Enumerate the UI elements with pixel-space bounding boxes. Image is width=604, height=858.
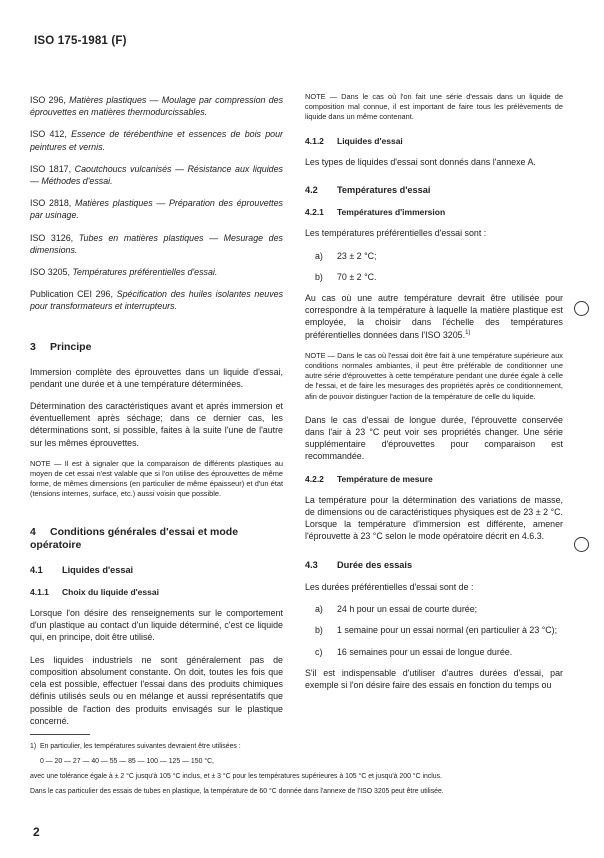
paragraph: Les liquides industriels ne sont généralement pas de composition absolument constante. On doit, toutes les fois que cela est possible, effectuer l'essai dans des produits chimiques définis utilisés seuls ou en mélange et aussi représentatifs que possible de l'action des produits envisagés sur le plastique concerné. xyxy=(30,654,283,726)
paragraph: Dans le cas d'essai de longue durée, l'éprouvette conservée dans l'air à 23 °C peut voir ses propriétés changer. Une série supplémentaire d'éprouvettes pour comparaison est recommandée. xyxy=(305,414,563,462)
note: NOTE — Dans le cas où l'essai doit être fait à une température supérieure aux conditions normales ambiantes, il peut être préférable de conditionner une autre série d'éprouvettes à cette température pendant une durée égale à celle de l'essai, et de faire les mesurages des propriétés après ce conditionnement, afin de pouvoir distinguer l'action de la température de celle du liquide. xyxy=(305,350,563,401)
paragraph: La température pour la détermination des variations de masse, de dimensions ou de caractéristiques physiques est de 23 ± 2 °C. Lorsque la température d'immersion est différente, amener l'éprouvette à 23 °C selon le mode opératoire décrit en 4.6.3. xyxy=(305,494,563,542)
section-title: Durée des essais xyxy=(337,559,413,570)
list-label: a) xyxy=(315,604,323,615)
reference-title: Matières plastiques — Préparation des éprouvettes par usinage. xyxy=(30,198,283,221)
reference-cei-296 xyxy=(30,288,283,312)
section-number: 4.3 xyxy=(305,559,318,570)
list-label: a) xyxy=(315,250,323,261)
reference-title: Essence de térébenthine et essences de bois pour peintures et vernis. xyxy=(30,129,283,152)
note: NOTE — Dans le cas où l'on fait une série d'essais dans un liquide de composition mal connue, il est important de faire tous les prélèvements de liquide dans un même contenant. xyxy=(305,92,563,122)
footnote-tubes: Dans le cas particulier des essais de tubes en plastique, la température de 60 °C donnée dans l'annexe de l'ISO 3205 peut être utilisée. xyxy=(30,788,444,795)
section-title: Liquides d'essai xyxy=(62,564,134,575)
reference-iso-3205 xyxy=(30,266,283,278)
section-number: 4.2 xyxy=(305,185,318,196)
reference-code: ISO 296, xyxy=(30,95,66,105)
section-4-2-heading xyxy=(305,184,563,196)
list-item xyxy=(315,646,563,658)
paragraph: Détermination des caractéristiques avant et après immersion et éventuellement après séchage; dans ce dernier cas, les déterminations sont, si possible, faites à la suite l'une de l'autre sur les mêmes éprouvettes. xyxy=(30,401,283,448)
page-number: 2 xyxy=(33,825,40,839)
list-item xyxy=(315,250,563,262)
section-title: Températures d'immersion xyxy=(337,207,446,218)
section-number: 3 xyxy=(30,340,36,353)
reference-title: Spécification des huiles isolantes neuves pour transformateurs et interrupteurs. xyxy=(30,289,284,312)
section-title: Températures d'essai xyxy=(337,185,431,196)
section-4-3-heading xyxy=(305,559,563,571)
reference-code: ISO 3126, xyxy=(30,232,74,243)
list-label: c) xyxy=(315,646,323,657)
section-4-1-heading xyxy=(30,564,283,576)
paragraph: Les durées préférentielles d'essai sont de : xyxy=(305,581,474,592)
paragraph-text: Au cas où une autre température devrait être utilisée pour correspondre à la température à laquelle la matière plastique est employée, la choisir dans l'échelle des températures préférentielles données dans l'ISO 3205. xyxy=(305,293,563,340)
footnote-divider xyxy=(30,734,90,735)
list-item xyxy=(315,624,563,636)
section-title: Principe xyxy=(50,340,92,353)
section-number: 4.1.1 xyxy=(30,586,49,597)
list-item xyxy=(315,603,563,615)
reference-iso-296 xyxy=(30,94,283,118)
list-text: 24 h pour un essai de courte durée; xyxy=(337,604,478,615)
reference-code: ISO 412, xyxy=(30,129,67,140)
paragraph: Lorsque l'on désire des renseignements sur le comportement d'un plastique au contact d'un liquide déterminé, c'est ce liquide qui, en principe, doit être utilisé. xyxy=(30,608,283,643)
footnote-1 xyxy=(30,742,570,752)
right-column xyxy=(305,92,563,701)
section-number: 4.2.1 xyxy=(305,207,324,218)
footnote-tolerance: avec une tolérance égale à ± 2 °C jusqu'à 105 °C inclus, et ± 3 °C pour les températures supérieures à 105 °C et jusqu'à 200 °C inclus. xyxy=(30,773,442,780)
list-item xyxy=(315,271,563,283)
list-text: 70 ± 2 °C. xyxy=(337,271,377,282)
section-3-heading xyxy=(30,341,283,354)
reference-title: Températures préférentielles d'essai. xyxy=(72,267,218,278)
section-title: Liquides d'essai xyxy=(337,135,403,146)
section-title: Température de mesure xyxy=(337,473,433,484)
reference-iso-412 xyxy=(30,128,283,152)
reference-iso-1817 xyxy=(30,163,283,187)
paragraph: S'il est indispensable d'utiliser d'autres durées d'essai, par exemple si l'on désire faire des essais en fonction du temps ou xyxy=(305,667,563,690)
reference-code: ISO 1817, xyxy=(30,163,72,174)
section-4-1-1-heading xyxy=(30,586,283,598)
paragraph: Les températures préférentielles d'essai sont : xyxy=(305,228,487,239)
footnote-marker: 1) xyxy=(465,329,471,336)
footnote-marker: 1) xyxy=(30,743,37,750)
paragraph: Immersion complète des éprouvettes dans un liquide d'essai, pendant une durée et à une température déterminées. xyxy=(30,366,283,389)
list-label: b) xyxy=(315,271,323,282)
document-header: ISO 175-1981 (F) xyxy=(34,35,127,47)
list-text: 1 semaine pour un essai normal (en particulier à 23 °C); xyxy=(337,625,558,636)
reference-code: ISO 2818, xyxy=(30,198,72,209)
note: NOTE — Il est à signaler que la comparaison de différents plastiques au moyen de cet essai n'est valable que si l'on utilise des éprouvettes de même forme, de mêmes dimensions (en particulier de même épaisseur) et d'un état (tensions internes, surface, etc.) aussi voisin que possible. xyxy=(30,458,283,499)
section-4-heading xyxy=(30,526,283,552)
punch-hole-mark xyxy=(574,301,589,316)
paragraph xyxy=(305,292,563,341)
reference-iso-3126 xyxy=(30,232,283,256)
reference-title: Caoutchoucs vulcanisés — Résistance aux liquides — Méthodes d'essai. xyxy=(30,163,283,187)
section-number: 4.1.2 xyxy=(305,135,324,146)
reference-title: Matières plastiques — Moulage par compression des éprouvettes en matières thermodurcissables. xyxy=(30,95,284,118)
section-title: Conditions générales d'essai et mode opératoire xyxy=(30,525,239,551)
reference-title: Tubes en matières plastiques — Mesurage des dimensions. xyxy=(30,232,283,255)
footnotes xyxy=(30,742,570,802)
section-number: 4 xyxy=(30,525,36,538)
list-label: b) xyxy=(315,625,323,636)
paragraph: Les types de liquides d'essai sont donnés dans l'annexe A. xyxy=(305,156,536,167)
left-column xyxy=(30,94,283,737)
section-4-2-2-heading xyxy=(305,473,563,485)
footnote-text: En particulier, les températures suivantes devraient être utilisées : xyxy=(39,743,241,750)
section-4-1-2-heading xyxy=(305,135,563,147)
section-number: 4.1 xyxy=(30,564,43,575)
section-4-2-1-heading xyxy=(305,206,563,218)
reference-iso-2818 xyxy=(30,197,283,221)
reference-code: ISO 3205, xyxy=(30,267,70,278)
punch-hole-mark xyxy=(574,537,589,552)
list-text: 23 ± 2 °C; xyxy=(337,250,377,261)
list-text: 16 semaines pour un essai de longue durée. xyxy=(337,646,513,657)
section-title: Choix du liquide d'essai xyxy=(62,586,159,597)
temperature-sequence: 0 — 20 — 27 — 40 — 55 — 85 — 100 — 125 — 150 °C, xyxy=(40,758,214,765)
section-number: 4.2.2 xyxy=(305,473,324,484)
reference-code: Publication CEI 296, xyxy=(30,289,113,300)
